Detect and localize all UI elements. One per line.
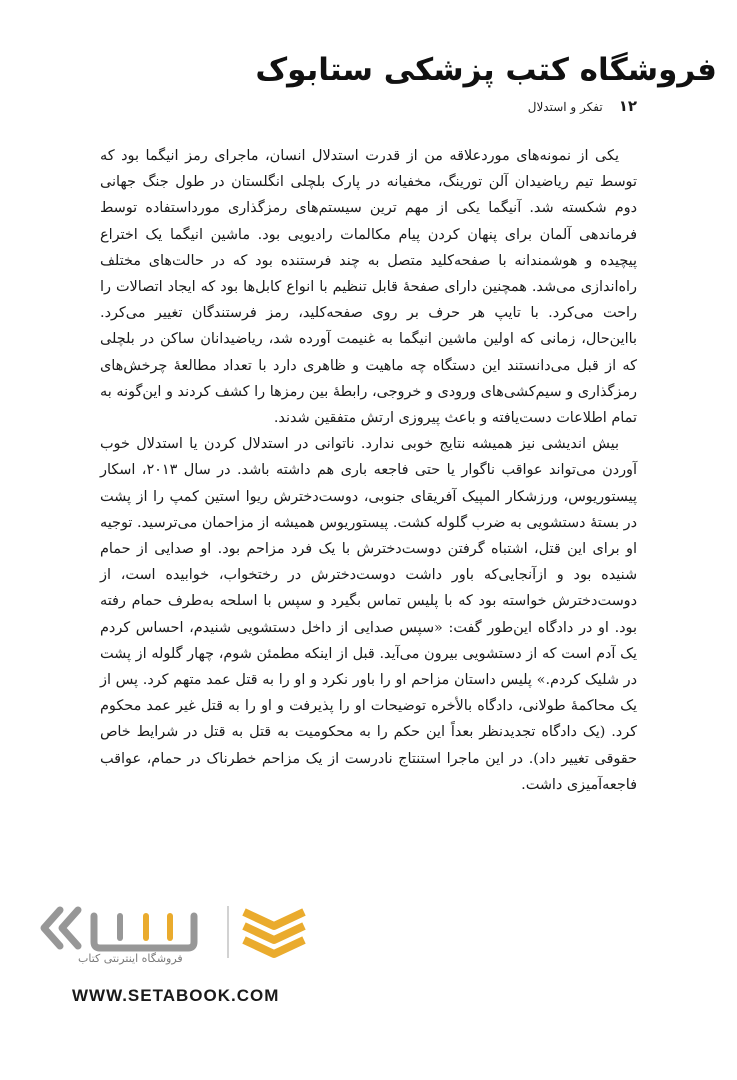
page-number: ۱۲ [618,97,637,115]
watermark-url: WWW.SETABOOK.COM [72,986,280,1005]
setabook-watermark [38,902,378,982]
paragraph-1: یکی از نمونه‌های موردعلاقه من از قدرت استدلال انسان، ماجرای رمز انیگما بود که توسط تیم ریاضیدان آلن تورینگ، مخفیانه در پارک بلچلی انگلستان در طول جنگ جهانی دوم شکسته شد. آنیگما یکی از مهم ترین سیستم‌های رمزگذاری مورداستفاده توسط فرماندهی آلمان برای پنهان کردن پیام مکالمات رادیویی بود. ماشین انیگما یک اختراع پیچیده و هوشمندانه با صفحه‌کلید متصل به چند فرستنده بود که در حالت‌های مختلف راه‌اندازی می‌شد. همچنین دارای صفحهٔ قابل تنظیم با انواع کابل‌ها بود که ایجاد اتصالات را راحت می‌کرد. با تایپ هر حرف بر روی صفحه‌کلید، رمز فرستندگان تغییر می‌کرد. بااین‌حال، زمانی که اولین ماشین انیگما به غنیمت آورده شد، ریاضیدانان ساکن در بلچلی که از قبل می‌دانستند این دستگاه چه ماهیت و ظاهری دارد با تعداد مطالعهٔ چرخش‌های رمزگذاری و سیم‌کشی‌های ورودی و خروجی، رابطهٔ بین رمزها را کشف کردند و این‌گونه به تمام اطلاعات دست‌یافته و باعث پیروزی ارتش متفقین شدند. [100,148,637,427]
chapter-title: تفکر و استدلال [527,100,603,114]
running-header [528,97,637,115]
store-title: فروشگاه کتب پزشکی ستابوک [255,52,717,88]
watermark-subtitle: فروشگاه اینترنتی کتاب [78,952,183,965]
body-text [100,143,637,798]
paragraph-2: بیش اندیشی نیز همیشه نتایج خوبی ندارد. ناتوانی در استدلال کردن یا استدلال خوب آوردن می‌تواند عواقب ناگوار یا حتی فاجعه باری هم داشته باشد. در سال ۲۰۱۳، اسکار پیستوریوس، ورزشکار المپیک آفریقای جنوبی، دوست‌دخترش ریوا استین کمپ را از پشت در بستهٔ دستشویی به ضرب گلوله کشت. پیستوریوس همیشه از مزاحمان می‌ترسید. توجیه او برای این قتل، اشتباه گرفتن دوست‌دخترش با یک فرد مزاحم بود. او صدایی از حمام شنیده بود و ازآنجایی‌که باور داشت دوست‌دخترش در رختخواب، خوابیده است، از دوست‌دخترش خواسته بود که با پلیس تماس بگیرد و سپس با اسلحه به‌طرف حمام رفته بود. او در دادگاه این‌طور گفت: «سپس صدایی از داخل دستشویی شنیدم، احساس کردم یک آدم است که از دستشویی بیرون می‌آید. قبل از اینکه مطمئن شوم، چهار گلوله از پشت در شلیک کردم.» پلیس داستان مزاحم او را باور نکرد و او را به قتل عمد متهم کرد. پس از یک محاکمهٔ طولانی، دادگاه بالأخره توضیحات او را پذیرفت و او را به قتل غیر عمد محکوم کرد. (یک دادگاه تجدیدنظر بعداً این حکم را به محکومیت به قتل به قتل در شرایط خاص حقوقی تغییر داد). در این ماجرا استنتاج نادرست از یک مزاحم خطرناک در حمام، عواقب فاجعه‌آمیزی داشت. [100,436,637,793]
